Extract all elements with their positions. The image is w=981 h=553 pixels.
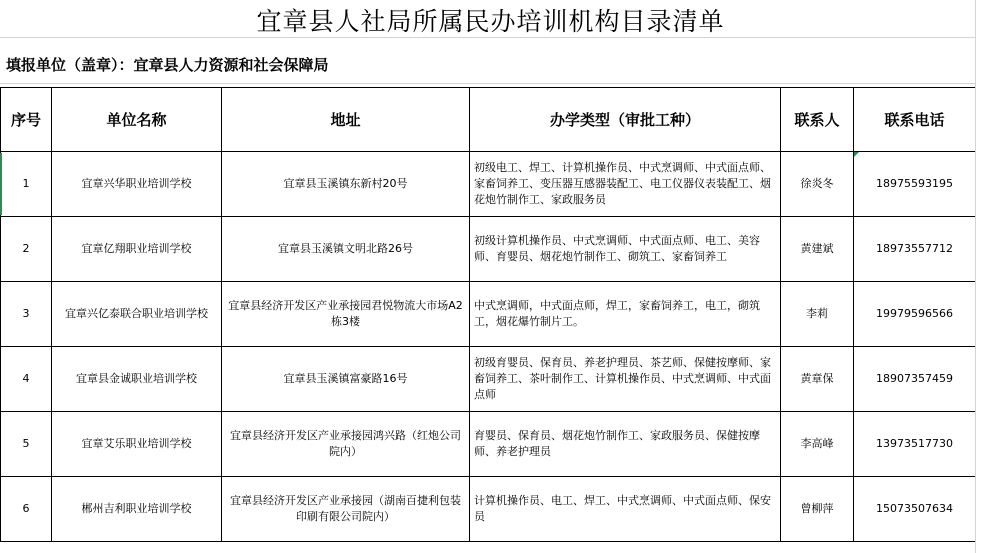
cell-address[interactable]: 宜章县经济开发区产业承接园君悦物流大市场A2栋3楼 [222,282,470,347]
header-address[interactable]: 地址 [222,88,470,152]
cell-seq[interactable]: 2 [1,217,52,282]
cell-address[interactable]: 宜章县经济开发区产业承接园鸿兴路（红炮公司院内） [222,412,470,477]
cell-name[interactable]: 宜章兴华职业培训学校 [52,152,222,217]
cell-seq[interactable]: 5 [1,412,52,477]
cell-contact[interactable]: 徐炎冬 [781,152,854,217]
cell-seq[interactable]: 1 [1,152,52,217]
gridline [0,83,981,84]
cell-phone[interactable]: 18973557712 [854,217,976,282]
cell-contact[interactable]: 李莉 [781,282,854,347]
sheet-title: 宜章县人社局所属民办培训机构目录清单 [256,7,725,36]
table-row [1,477,976,542]
cell-seq[interactable]: 4 [1,347,52,412]
table-row [1,217,976,282]
filler-unit-label: 填报单位（盖章）：宜章县人力资源和社会保障局 [6,55,329,74]
cell-contact[interactable]: 曾柳萍 [781,477,854,542]
cell-address[interactable]: 宜章县玉溪镇东新村20号 [222,152,470,217]
cell-types[interactable]: 育婴员、保育员、烟花炮竹制作工、家政服务员、保健按摩师、养老护理员 [470,412,781,477]
gridline [0,37,981,38]
cell-types[interactable]: 初级电工、焊工、计算机操作员、中式烹调师、中式面点师、家畜饲养工、变压器互感器装配工、电工仪器仪表装配工、烟花炮竹制作工、家政服务员 [470,152,781,217]
cell-comment-marker-icon [854,152,859,157]
cell-seq[interactable]: 3 [1,282,52,347]
cell-phone[interactable]: 13973517730 [854,412,976,477]
cell-address[interactable]: 宜章县玉溪镇文明北路26号 [222,217,470,282]
institution-directory-table [0,87,976,542]
cell-name[interactable]: 宜章亿翔职业培训学校 [52,217,222,282]
table-header-row [1,88,976,152]
cell-address[interactable]: 宜章县玉溪镇富豪路16号 [222,347,470,412]
table-row [1,412,976,477]
table-row [1,347,976,412]
cell-phone[interactable]: 19979596566 [854,282,976,347]
cell-name[interactable]: 郴州吉利职业培训学校 [52,477,222,542]
cell-contact[interactable]: 李高峰 [781,412,854,477]
cell-types[interactable]: 计算机操作员、电工、焊工、中式烹调师、中式面点师、保安员 [470,477,781,542]
cell-contact[interactable]: 黄建斌 [781,217,854,282]
header-phone[interactable]: 联系电话 [854,88,976,152]
selection-edge-marker [0,153,2,215]
cell-address[interactable]: 宜章县经济开发区产业承接园（湖南百捷利包装印刷有限公司院内） [222,477,470,542]
cell-phone[interactable]: 18975593195 [854,152,976,217]
cell-types[interactable]: 中式烹调师，中式面点师，焊工，家畜饲养工，电工，砌筑工，烟花爆竹制片工。 [470,282,781,347]
table-row [1,282,976,347]
sheet-right-edge [975,0,981,553]
cell-contact[interactable]: 黄章保 [781,347,854,412]
header-types[interactable]: 办学类型（审批工种） [470,88,781,152]
table-row [1,152,976,217]
header-name[interactable]: 单位名称 [52,88,222,152]
cell-types[interactable]: 初级育婴员、保育员、养老护理员、茶艺师、保健按摩师、家畜饲养工、茶叶制作工、计算机操作员、中式烹调师、中式面点师 [470,347,781,412]
cell-types[interactable]: 初级计算机操作员、中式烹调师、中式面点师、电工、美容师、育婴员、烟花炮竹制作工、砌筑工、家畜饲养工 [470,217,781,282]
header-seq[interactable]: 序号 [1,88,52,152]
header-contact[interactable]: 联系人 [781,88,854,152]
cell-name[interactable]: 宜章兴亿泰联合职业培训学校 [52,282,222,347]
cell-phone[interactable]: 18907357459 [854,347,976,412]
cell-name[interactable]: 宜章县金诚职业培训学校 [52,347,222,412]
cell-name[interactable]: 宜章艾乐职业培训学校 [52,412,222,477]
cell-phone[interactable]: 15073507634 [854,477,976,542]
cell-seq[interactable]: 6 [1,477,52,542]
